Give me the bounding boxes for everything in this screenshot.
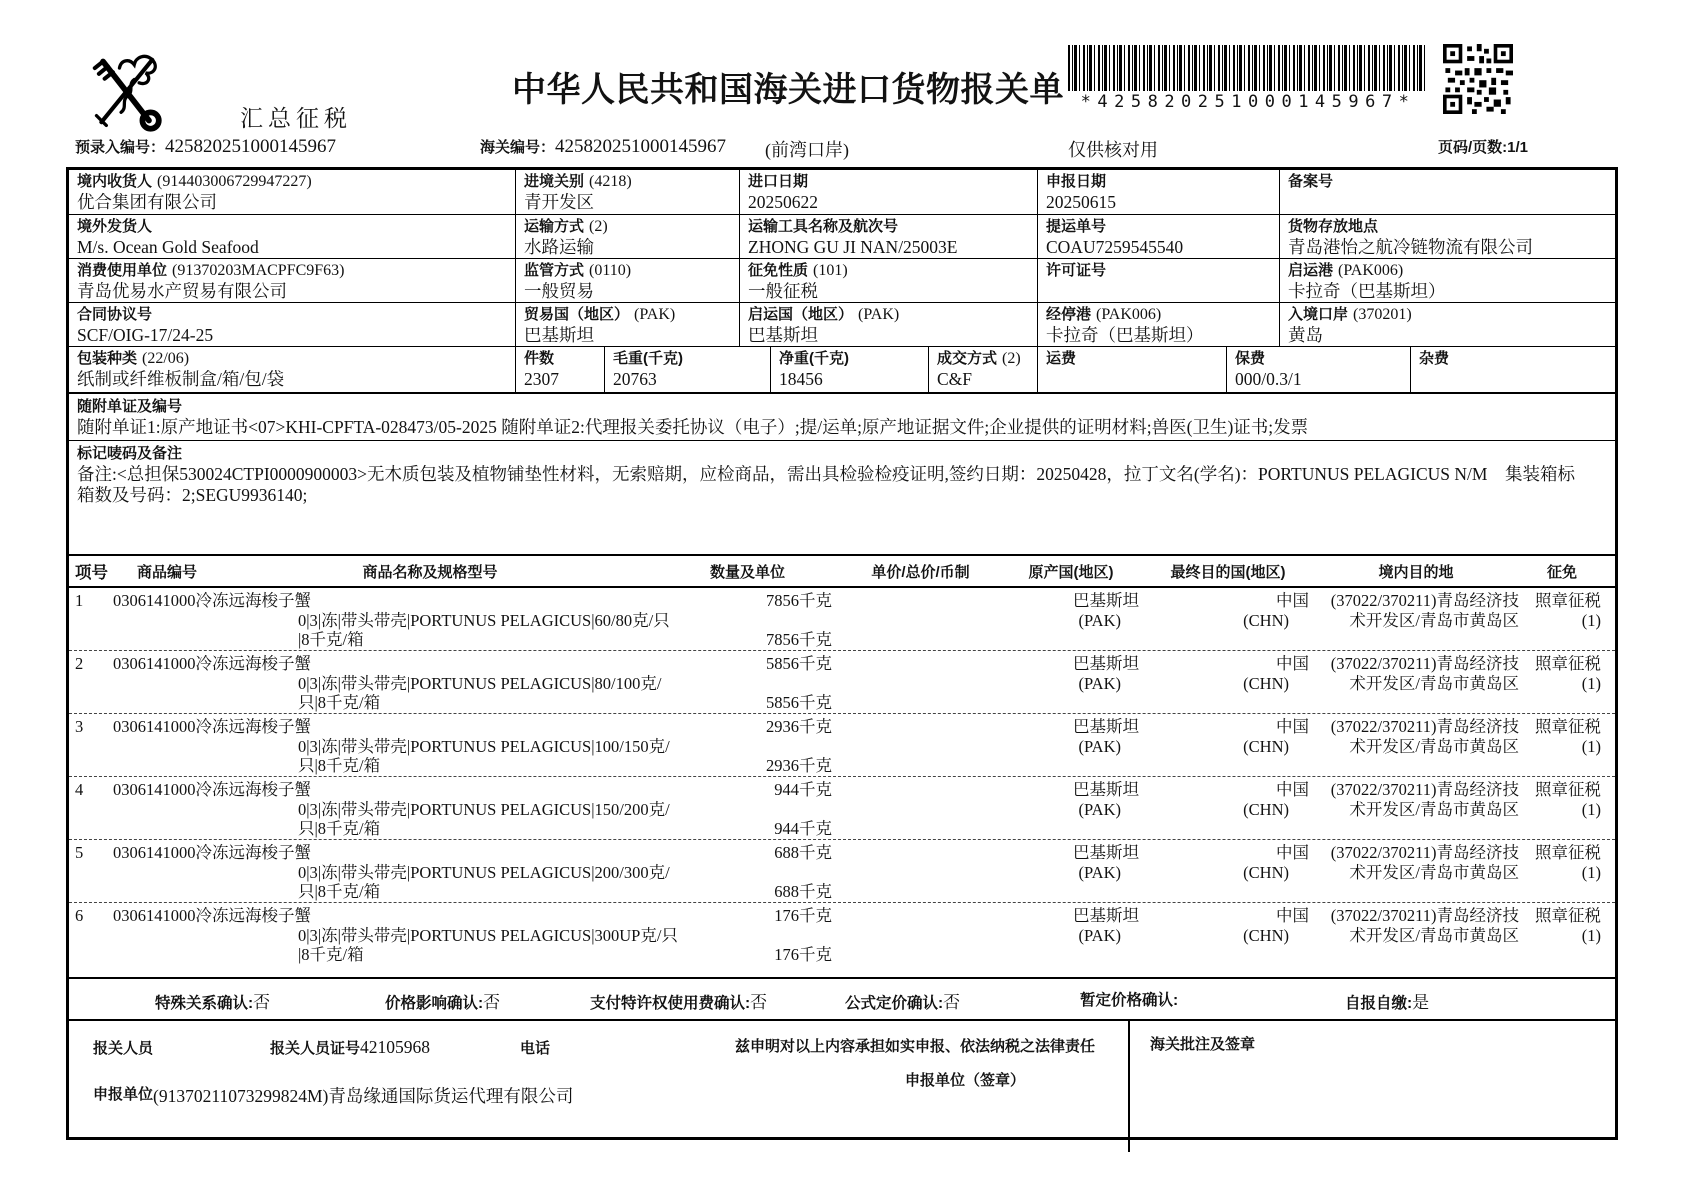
goods-price <box>838 903 1003 977</box>
confirm-special-relation: 特殊关系确认:否 <box>155 993 271 1012</box>
field-consignee: 境内收货人 (914403006729947227) 优合集团有限公司 <box>69 170 516 214</box>
goods-qty: 688千克 688千克 <box>774 843 832 901</box>
confirm-formula-pricing: 公式定价确认:否 <box>845 993 961 1012</box>
field-pieces: 件数 2307 <box>516 347 605 392</box>
goods-no: 6 <box>75 906 84 925</box>
field-overseas-shipper: 境外发货人 M/s. Ocean Gold Seafood <box>69 215 516 258</box>
declarant-block <box>69 1021 1130 1152</box>
goods-name-spec: 0306141000冷冻远海梭子蟹 0|3|冻|带头带壳|PORTUNUS PELAGICUS|300UP克/只 |8千克/箱 <box>113 906 678 964</box>
declarant-label: 报关人员 <box>93 1040 154 1057</box>
field-departure-port: 启运港 (PAK006) 卡拉奇（巴基斯坦） <box>1288 262 1446 301</box>
goods-domestic: (37022/370211)青岛经济技 术开发区/青岛市黄岛区 <box>1330 654 1519 693</box>
field-insurance: 保费 000/0.3/1 <box>1227 347 1411 392</box>
field-trade-country: 贸易国（地区） (PAK) 巴基斯坦 <box>516 303 740 346</box>
goods-price <box>838 840 1003 902</box>
goods-qty: 944千克 944千克 <box>774 780 832 838</box>
goods-domestic: (37022/370211)青岛经济技 术开发区/青岛市黄岛区 <box>1330 780 1519 819</box>
goods-row-4 <box>69 776 1615 839</box>
goods-exempt: 照章征税 (1) <box>1535 843 1601 882</box>
confirm-provisional-price: 暂定价格确认: <box>1080 992 1179 1009</box>
goods-domestic: (37022/370211)青岛经济技 术开发区/青岛市黄岛区 <box>1330 906 1519 945</box>
field-transport-name: 运输工具名称及航次号 ZHONG GU JI NAN/25003E <box>740 215 1038 258</box>
declare-unit: 申报单位 (91370211073299824M)青岛缘通国际货运代理有限公司 <box>93 1086 574 1106</box>
goods-no: 4 <box>75 780 84 799</box>
goods-domestic: (37022/370211)青岛经济技 术开发区/青岛市黄岛区 <box>1330 591 1519 630</box>
goods-qty: 5856千克 5856千克 <box>766 654 832 712</box>
goods-dest: 中国 (CHN) <box>1243 591 1309 630</box>
confirmation-row <box>69 977 1615 1019</box>
field-departure-country: 启运国（地区） (PAK) 巴基斯坦 <box>740 303 1038 346</box>
barcode-number: *425820251000145967* <box>1080 92 1416 112</box>
field-storage-place: 货物存放地点 青岛港怡之航冷链物流有限公司 <box>1288 218 1533 257</box>
goods-origin: 巴基斯坦 (PAK) <box>1073 654 1139 693</box>
info-row-5 <box>69 347 1615 394</box>
pre-entry-no: 预录入编号： 425820251000145967 <box>75 136 337 157</box>
goods-no: 3 <box>75 717 84 736</box>
goods-dest: 中国 (CHN) <box>1243 843 1309 882</box>
field-contract-no: 合同协议号 SCF/OIG-17/24-25 <box>69 303 516 346</box>
confirm-price-effect: 价格影响确认:否 <box>385 993 501 1012</box>
declare-unit-sign-label: 申报单位（签章） <box>905 1072 1026 1089</box>
goods-name-spec: 0306141000冷冻远海梭子蟹 0|3|冻|带头带壳|PORTUNUS PELAGICUS|80/100克/ 只|8千克/箱 <box>113 654 662 712</box>
info-row-1 <box>69 170 1615 215</box>
blank-spacer <box>69 533 1615 554</box>
page-number: 页码/页数:1/1 <box>1438 139 1529 156</box>
customs-no: 海关编号： 425820251000145967 <box>480 136 727 157</box>
info-row-2 <box>69 215 1615 259</box>
goods-exempt: 照章征税 (1) <box>1535 591 1601 630</box>
field-license-no: 许可证号 <box>1038 259 1280 302</box>
goods-origin: 巴基斯坦 (PAK) <box>1073 591 1139 630</box>
field-packing-type: 包装种类 (22/06) 纸制或纤维板制盒/箱/包/袋 <box>69 347 516 392</box>
goods-exempt: 照章征税 (1) <box>1535 717 1601 756</box>
marks-and-notes-section: 标记唛码及备注 备注:<总担保530024CTPI0000900003>无木质包装及植物铺垫性材料，无索赔期，应检商品，需出具检验检疫证明,签约日期：20250428，拉丁文名(学名)：PORTUNUS PELAGICUS N/M 集装箱标 箱数及号码：2;SEGU9936140; <box>77 445 1575 505</box>
goods-origin: 巴基斯坦 (PAK) <box>1073 780 1139 819</box>
meta-row <box>0 136 1684 162</box>
goods-price <box>838 651 1003 713</box>
field-net-weight: 净重(千克) 18456 <box>771 347 929 392</box>
page-title: 中华人民共和国海关进口货物报关单 <box>512 71 1064 109</box>
goods-row-6 <box>69 902 1615 977</box>
field-declare-date: 申报日期 20250615 <box>1038 170 1280 214</box>
goods-row-5 <box>69 839 1615 902</box>
declaration-statement: 兹申明对以上内容承担如实申报、依法纳税之法律责任 <box>735 1038 1096 1055</box>
field-transport-mode: 运输方式 (2) 水路运输 <box>516 215 740 258</box>
col-header-origin: 原产国(地区) <box>1028 563 1114 581</box>
customs-emblem-logo <box>85 46 167 136</box>
goods-row-3 <box>69 713 1615 776</box>
customs-notes-label: 海关批注及签章 <box>1150 1036 1256 1053</box>
goods-domestic: (37022/370211)青岛经济技 术开发区/青岛市黄岛区 <box>1330 843 1519 882</box>
field-record-no: 备案号 <box>1288 173 1334 190</box>
port-note: (前湾口岸) <box>765 140 849 160</box>
goods-row-2 <box>69 650 1615 713</box>
col-header-exempt: 征免 <box>1546 563 1577 581</box>
goods-price <box>838 588 1003 650</box>
field-exempt-nature: 征免性质 (101) 一般征税 <box>740 259 1038 302</box>
field-gross-weight: 毛重(千克) 20763 <box>605 347 771 392</box>
goods-price <box>838 777 1003 839</box>
col-header-price: 单价/总价/币制 <box>871 563 970 581</box>
col-header-qty: 数量及单位 <box>709 563 785 581</box>
field-consumer-unit: 消费使用单位 (91370203MACPFC9F63) 青岛优易水产贸易有限公司 <box>69 259 516 302</box>
goods-dest: 中国 (CHN) <box>1243 906 1309 945</box>
goods-dest: 中国 (CHN) <box>1243 654 1309 693</box>
goods-exempt: 照章征税 (1) <box>1535 906 1601 945</box>
summary-tax-label: 汇总征税 <box>240 106 352 131</box>
declarant-cert-no: 报关人员证号 42105968 <box>270 1037 431 1057</box>
goods-no: 2 <box>75 654 84 673</box>
goods-origin: 巴基斯坦 (PAK) <box>1073 843 1139 882</box>
goods-row-1 <box>69 588 1615 650</box>
goods-price <box>838 714 1003 776</box>
col-header-no: 项号 <box>75 564 108 582</box>
field-misc-fee: 杂费 <box>1419 350 1450 367</box>
goods-exempt: 照章征税 (1) <box>1535 780 1601 819</box>
field-import-date: 进口日期 20250622 <box>740 170 1038 214</box>
field-supervision-mode: 监管方式 (0110) 一般贸易 <box>516 259 740 302</box>
goods-name-spec: 0306141000冷冻远海梭子蟹 0|3|冻|带头带壳|PORTUNUS PELAGICUS|200/300克/ 只|8千克/箱 <box>113 843 670 901</box>
goods-origin: 巴基斯坦 (PAK) <box>1073 717 1139 756</box>
customs-notes-block <box>1130 1021 1615 1152</box>
field-entry-customs: 进境关别 (4218) 青开发区 <box>516 170 740 214</box>
goods-no: 5 <box>75 843 84 862</box>
goods-name-spec: 0306141000冷冻远海梭子蟹 0|3|冻|带头带壳|PORTUNUS PELAGICUS|100/150克/ 只|8千克/箱 <box>113 717 670 775</box>
confirm-royalty-fee: 支付特许权使用费确认:否 <box>590 993 768 1012</box>
field-entry-port: 入境口岸 (370201) 黄岛 <box>1288 306 1412 345</box>
info-row-3 <box>69 259 1615 303</box>
goods-dest: 中国 (CHN) <box>1243 717 1309 756</box>
col-header-domestic: 境内目的地 <box>1378 563 1454 581</box>
field-freight: 运费 <box>1038 347 1227 392</box>
barcode <box>1068 45 1428 91</box>
goods-dest: 中国 (CHN) <box>1243 780 1309 819</box>
goods-qty: 2936千克 2936千克 <box>766 717 832 775</box>
check-only-note: 仅供核对用 <box>1068 140 1158 160</box>
declaration-form <box>66 167 1618 1140</box>
col-header-dest: 最终目的国(地区) <box>1170 563 1286 581</box>
phone-label: 电话 <box>520 1040 551 1057</box>
goods-exempt: 照章征税 (1) <box>1535 654 1601 693</box>
field-trade-terms: 成交方式 (2) C&F <box>929 347 1038 392</box>
goods-qty: 7856千克 7856千克 <box>766 591 832 649</box>
qr-code <box>1443 44 1513 114</box>
goods-origin: 巴基斯坦 (PAK) <box>1073 906 1139 945</box>
accompanying-documents-section: 随附单证及编号 随附单证1:原产地证书<07>KHI-CPFTA-028473/05-2025 随附单证2:代理报关委托协议（电子）;提/运单;原产地证据文件;企业提供的证明材料;兽医(卫生)证书;发票 <box>69 394 1615 441</box>
goods-qty: 176千克 176千克 <box>774 906 832 964</box>
info-row-4 <box>69 303 1615 347</box>
goods-domestic: (37022/370211)青岛经济技 术开发区/青岛市黄岛区 <box>1330 717 1519 756</box>
field-bill-no: 提运单号 COAU7259545540 <box>1038 215 1280 258</box>
goods-table-header <box>69 554 1615 588</box>
confirm-self-declare: 自报自缴:是 <box>1345 993 1430 1012</box>
col-header-main: 商品编号 商品名称及规格型号 <box>137 563 498 581</box>
field-transit-port: 经停港 (PAK006) 卡拉奇（巴基斯坦） <box>1038 303 1280 346</box>
goods-name-spec: 0306141000冷冻远海梭子蟹 0|3|冻|带头带壳|PORTUNUS PELAGICUS|60/80克/只 |8千克/箱 <box>113 591 670 649</box>
footer-section <box>69 1019 1615 1152</box>
goods-no: 1 <box>75 591 84 610</box>
goods-name-spec: 0306141000冷冻远海梭子蟹 0|3|冻|带头带壳|PORTUNUS PELAGICUS|150/200克/ 只|8千克/箱 <box>113 780 670 838</box>
